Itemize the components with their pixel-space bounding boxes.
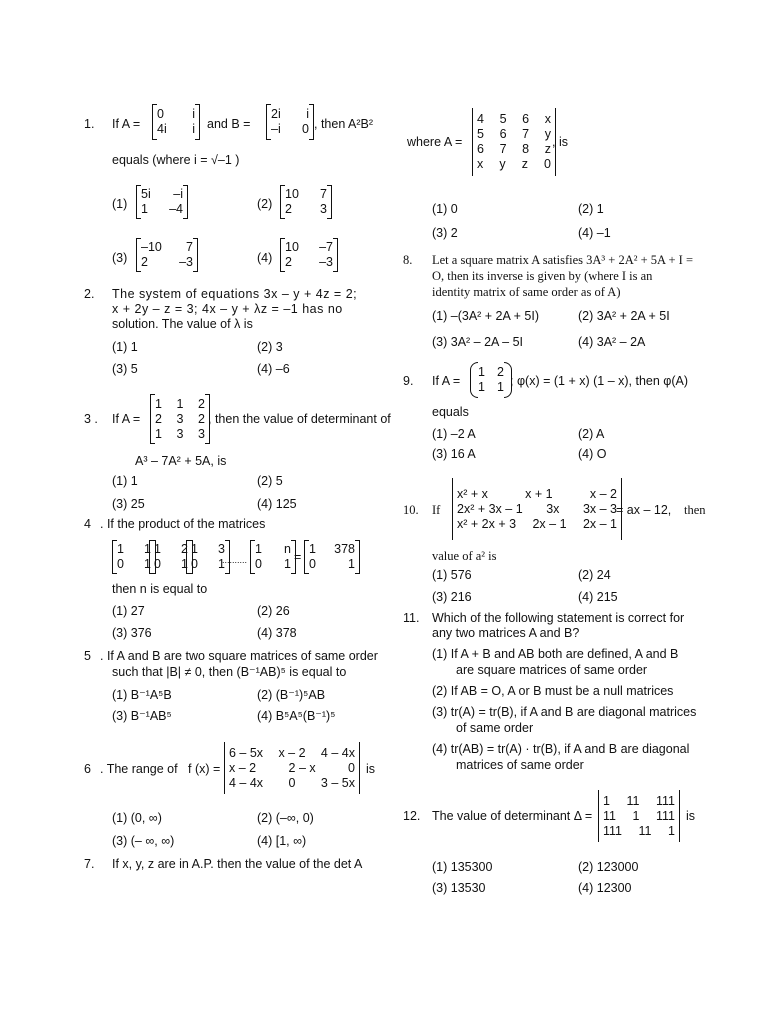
q8-option-1: (1) –(3A² + 2A + 5I) [432, 309, 539, 323]
q4-text: . If the product of the matrices [100, 517, 266, 531]
q7-option-2: (2) 1 [578, 202, 604, 216]
q6-fx: f (x) = [188, 762, 221, 776]
q2-option-1: (1) 1 [112, 340, 138, 354]
q3-matrix-a: 1 1 2 2 3 2 1 3 3 [150, 394, 210, 444]
q9-number: 9. [403, 374, 414, 388]
q11-line-1: Which of the following statement is correct for [432, 611, 685, 625]
q6-is: is [366, 762, 376, 776]
q12-text: The value of determinant Δ = [432, 809, 593, 823]
q4-matrix-3: 1 3 0 1 [186, 540, 230, 574]
q4-option-3: (3) 376 [112, 626, 152, 640]
q3-number: 3 . [84, 412, 98, 426]
q12-determinant: 1 11 111 11 1 111 111 11 1 [598, 790, 680, 842]
q9-if-a: If A = [432, 374, 461, 388]
q11-option-4b: matrices of same order [456, 758, 584, 772]
q3-option-1: (1) 1 [112, 474, 138, 488]
q9-option-4: (4) O [578, 447, 607, 461]
q5-option-2: (2) (B⁻¹)⁵AB [257, 688, 326, 702]
q12-is: is [686, 809, 696, 823]
q9-option-2: (2) A [578, 427, 605, 441]
q9-rest: ; φ(x) = (1 + x) (1 – x), then φ(A) [510, 374, 689, 388]
q10-option-2: (2) 24 [578, 568, 611, 582]
q11-option-3a: (3) tr(A) = tr(B), if A and B are diagonal matrices [432, 705, 697, 719]
q6-option-3: (3) (– ∞, ∞) [112, 834, 175, 848]
q8-line-3: identity matrix of same order as of A) [432, 285, 621, 299]
q5-line-1: . If A and B are two square matrices of same order [100, 649, 378, 663]
q4-matrix-1: 1 1 0 1 [112, 540, 156, 574]
q10-then: then [684, 503, 706, 517]
q11-option-1b: are square matrices of same order [456, 663, 648, 677]
q12-number: 12. [403, 809, 421, 823]
q2-line-1: The system of equations 3x – y + 4z = 2; [112, 287, 358, 301]
q10-option-3: (3) 216 [432, 590, 472, 604]
q3-option-2: (2) 5 [257, 474, 283, 488]
q1-equals: equals (where i = √–1 ) [112, 153, 240, 167]
q3-if-a: If A = [112, 412, 141, 426]
q4-result-matrix: 1 378 0 1 [304, 540, 360, 574]
q8-number: 8. [403, 253, 413, 267]
q9-option-1: (1) –2 A [432, 427, 476, 441]
q7-is: , is [552, 135, 568, 149]
q1-number: 1. [84, 117, 95, 131]
q5-number: 5 [84, 649, 91, 663]
q3-option-3: (3) 25 [112, 497, 145, 511]
q1-matrix-b: 2i i –i 0 [266, 104, 314, 140]
q9-matrix-a: 1 2 1 1 [470, 362, 512, 398]
q10-rhs: = ax – 12, [616, 503, 672, 517]
q2-line-3: solution. The value of λ is [112, 317, 253, 331]
q8-line-1: Let a square matrix A satisfies 3A³ + 2A² + 5A + I = [432, 253, 693, 267]
q2-line-2: x + 2y – z = 3; 4x – y + λz = –1 has no [112, 302, 343, 316]
q6-number: 6 [84, 762, 91, 776]
q5-line-2: such that |B| ≠ 0, then (B⁻¹AB)⁵ is equal to [112, 665, 347, 679]
q11-option-4a: (4) tr(AB) = tr(A) · tr(B), if A and B are diagonal [432, 742, 690, 756]
q6-determinant: 6 – 5x x – 2 4 – 4x x – 2 2 – x 0 4 – 4x 0 3 – 5x [224, 742, 360, 794]
q8-option-2: (2) 3A² + 2A + 5I [578, 309, 670, 323]
q5-option-3: (3) B⁻¹AB⁵ [112, 709, 172, 723]
q1-and-b: and B = [207, 117, 251, 131]
q11-option-2: (2) If AB = O, A or B must be a null matrices [432, 684, 674, 698]
q4-matrix-n: 1 n 0 1 [250, 540, 296, 574]
q10-number: 10. [403, 503, 419, 517]
q1-option-1-label: (1) [112, 197, 128, 211]
q2-option-3: (3) 5 [112, 362, 138, 376]
q10-value: value of a² is [432, 549, 497, 563]
q10-option-1: (1) 576 [432, 568, 472, 582]
q11-number: 11. [403, 611, 420, 625]
q1-option-2-matrix: 10 7 2 3 [280, 185, 332, 219]
q7-where: where A = [407, 135, 463, 149]
q11-option-1a: (1) If A + B and AB both are defined, A and B [432, 647, 679, 661]
q7-number: 7. [84, 857, 95, 871]
q1-then: , then A²B² [314, 117, 374, 131]
q12-option-2: (2) 123000 [578, 860, 639, 874]
q9-option-3: (3) 16 A [432, 447, 476, 461]
q2-option-2: (2) 3 [257, 340, 283, 354]
q3-expression: A³ – 7A² + 5A, is [135, 454, 227, 468]
q4-number: 4 [84, 517, 91, 531]
q1-option-1-matrix: 5i –i 1 –4 [136, 185, 188, 219]
q5-option-1: (1) B⁻¹A⁵B [112, 688, 172, 702]
q3-option-4: (4) 125 [257, 497, 297, 511]
q1-if-a: If A = [112, 117, 141, 131]
q8-option-4: (4) 3A² – 2A [578, 335, 646, 349]
q1-matrix-a: 0 i 4i i [152, 104, 200, 140]
q11-line-2: any two matrices A and B? [432, 626, 580, 640]
q4-then: then n is equal to [112, 582, 208, 596]
q6-option-2: (2) (–∞, 0) [257, 811, 314, 825]
q1-option-4-matrix: 10 –7 2 –3 [280, 238, 338, 272]
q8-option-3: (3) 3A² – 2A – 5I [432, 335, 524, 349]
q7-option-1: (1) 0 [432, 202, 458, 216]
q12-option-4: (4) 12300 [578, 881, 632, 895]
q6-option-4: (4) [1, ∞) [257, 834, 307, 848]
q3-then: , then the value of determinant of [208, 412, 391, 426]
q1-option-4-label: (4) [257, 251, 273, 265]
q2-number: 2. [84, 287, 95, 301]
q7-option-3: (3) 2 [432, 226, 458, 240]
q4-equals: = [294, 550, 302, 564]
q4-option-1: (1) 27 [112, 604, 145, 618]
q12-option-1: (1) 135300 [432, 860, 493, 874]
q10-option-4: (4) 215 [578, 590, 618, 604]
q7-text: If x, y, z are in A.P. then the value of the det A [112, 857, 363, 871]
q2-option-4: (4) –6 [257, 362, 290, 376]
q10-determinant: x² + x x + 1 x – 2 2x² + 3x – 1 3x 3x – 3 x² + 2x + 3 2x – 1 2x – 1 [452, 478, 622, 540]
q1-option-2-label: (2) [257, 197, 273, 211]
q1-option-3-matrix: –10 7 2 –3 [136, 238, 198, 272]
q4-dots: .......... [222, 555, 248, 565]
q7-determinant-a: 4 5 6 x 5 6 7 y 6 7 8 z x y z 0 [472, 108, 556, 176]
q6-option-1: (1) (0, ∞) [112, 811, 162, 825]
q5-option-4: (4) B⁵A⁵(B⁻¹)⁵ [257, 709, 336, 723]
q7-option-4: (4) –1 [578, 226, 611, 240]
q12-option-3: (3) 13530 [432, 881, 486, 895]
q10-if: If [432, 503, 441, 517]
q4-option-4: (4) 378 [257, 626, 297, 640]
q4-matrix-2: 1 2 0 1 [149, 540, 193, 574]
q9-equals: equals [432, 405, 469, 419]
q11-option-3b: of same order [456, 721, 534, 735]
q6-text: . The range of [100, 762, 178, 776]
q1-option-3-label: (3) [112, 251, 128, 265]
q8-line-2: O, then its inverse is given by (where I is an [432, 269, 653, 283]
q4-option-2: (2) 26 [257, 604, 290, 618]
